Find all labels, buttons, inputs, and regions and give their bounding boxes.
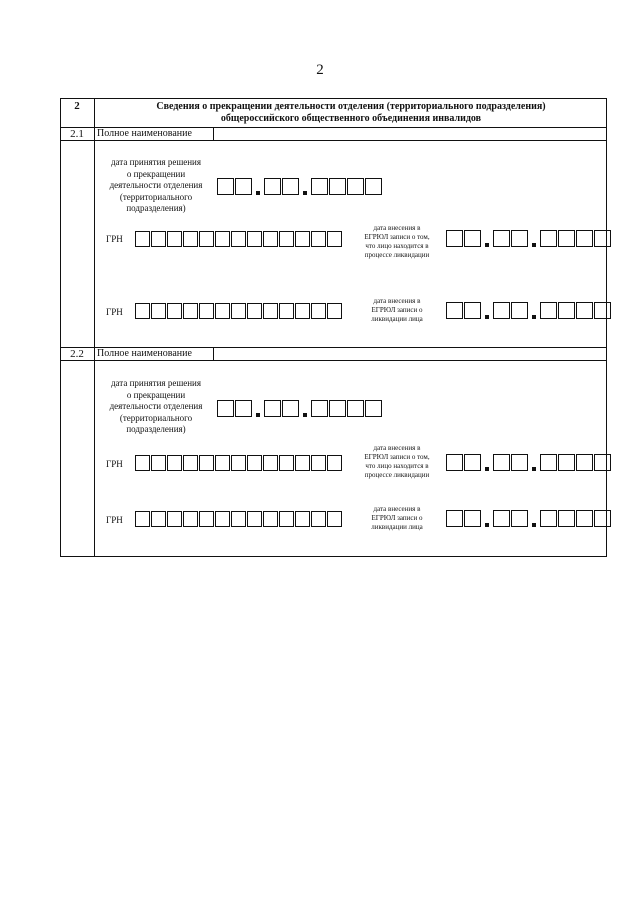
- grn-field-liquidation-process[interactable]: [135, 231, 343, 247]
- name-cell-divider: [213, 127, 214, 140]
- date-separator-dot: [532, 523, 536, 527]
- date-separator-dot: [485, 315, 489, 319]
- grn-label: ГРН: [106, 459, 123, 469]
- full-name-label: Полное наименование: [97, 128, 192, 139]
- column-divider: [94, 98, 95, 557]
- date-separator-dot: [485, 467, 489, 471]
- grn-field-liquidation-process[interactable]: [135, 455, 343, 471]
- egrul-liquidation-date-field[interactable]: [446, 302, 612, 319]
- grn-field-liquidation[interactable]: [135, 303, 343, 319]
- row-divider: [60, 140, 607, 141]
- egrul-liquidation-label: дата внесения в ЕГРЮЛ записи о ликвидации лица: [371, 505, 423, 531]
- egrul-liquidation-process-label: дата внесения в ЕГРЮЛ записи о том, что лицо находится в процессе ликвидации: [364, 444, 430, 479]
- egrul-liquidation-date-field[interactable]: [446, 510, 612, 527]
- date-separator-dot: [532, 315, 536, 319]
- full-name-label: Полное наименование: [97, 348, 192, 359]
- block-number: 2.1: [70, 128, 84, 140]
- date-separator-dot: [303, 413, 307, 417]
- page-number: 2: [316, 62, 324, 78]
- name-cell-divider: [213, 347, 214, 360]
- date-separator-dot: [532, 467, 536, 471]
- block-number: 2.2: [70, 348, 84, 360]
- decision-date-field[interactable]: [217, 400, 383, 417]
- decision-date-label: дата принятия решения о прекращении деятельности отделения (территориального подразделения): [109, 157, 203, 213]
- grn-label: ГРН: [106, 515, 123, 525]
- row-divider: [60, 360, 607, 361]
- decision-date-label: дата принятия решения о прекращении деятельности отделения (территориального подразделения): [109, 378, 203, 434]
- date-separator-dot: [256, 413, 260, 417]
- grn-label: ГРН: [106, 234, 123, 244]
- decision-date-field[interactable]: [217, 178, 383, 195]
- egrul-liquidation-process-date-field[interactable]: [446, 454, 612, 471]
- grn-field-liquidation[interactable]: [135, 511, 343, 527]
- grn-label: ГРН: [106, 307, 123, 317]
- egrul-liquidation-process-label: дата внесения в ЕГРЮЛ записи о том, что лицо находится в процессе ликвидации: [364, 224, 430, 259]
- egrul-liquidation-process-date-field[interactable]: [446, 230, 612, 247]
- date-separator-dot: [485, 523, 489, 527]
- date-separator-dot: [485, 243, 489, 247]
- egrul-liquidation-label: дата внесения в ЕГРЮЛ записи о ликвидации лица: [371, 297, 423, 323]
- date-separator-dot: [532, 243, 536, 247]
- section-title-line2: общероссийского общественного объединения инвалидов: [220, 113, 482, 124]
- section-title-line1: Сведения о прекращении деятельности отделения (территориального подразделения): [156, 101, 546, 112]
- date-separator-dot: [256, 191, 260, 195]
- date-separator-dot: [303, 191, 307, 195]
- section-number: 2: [74, 100, 80, 112]
